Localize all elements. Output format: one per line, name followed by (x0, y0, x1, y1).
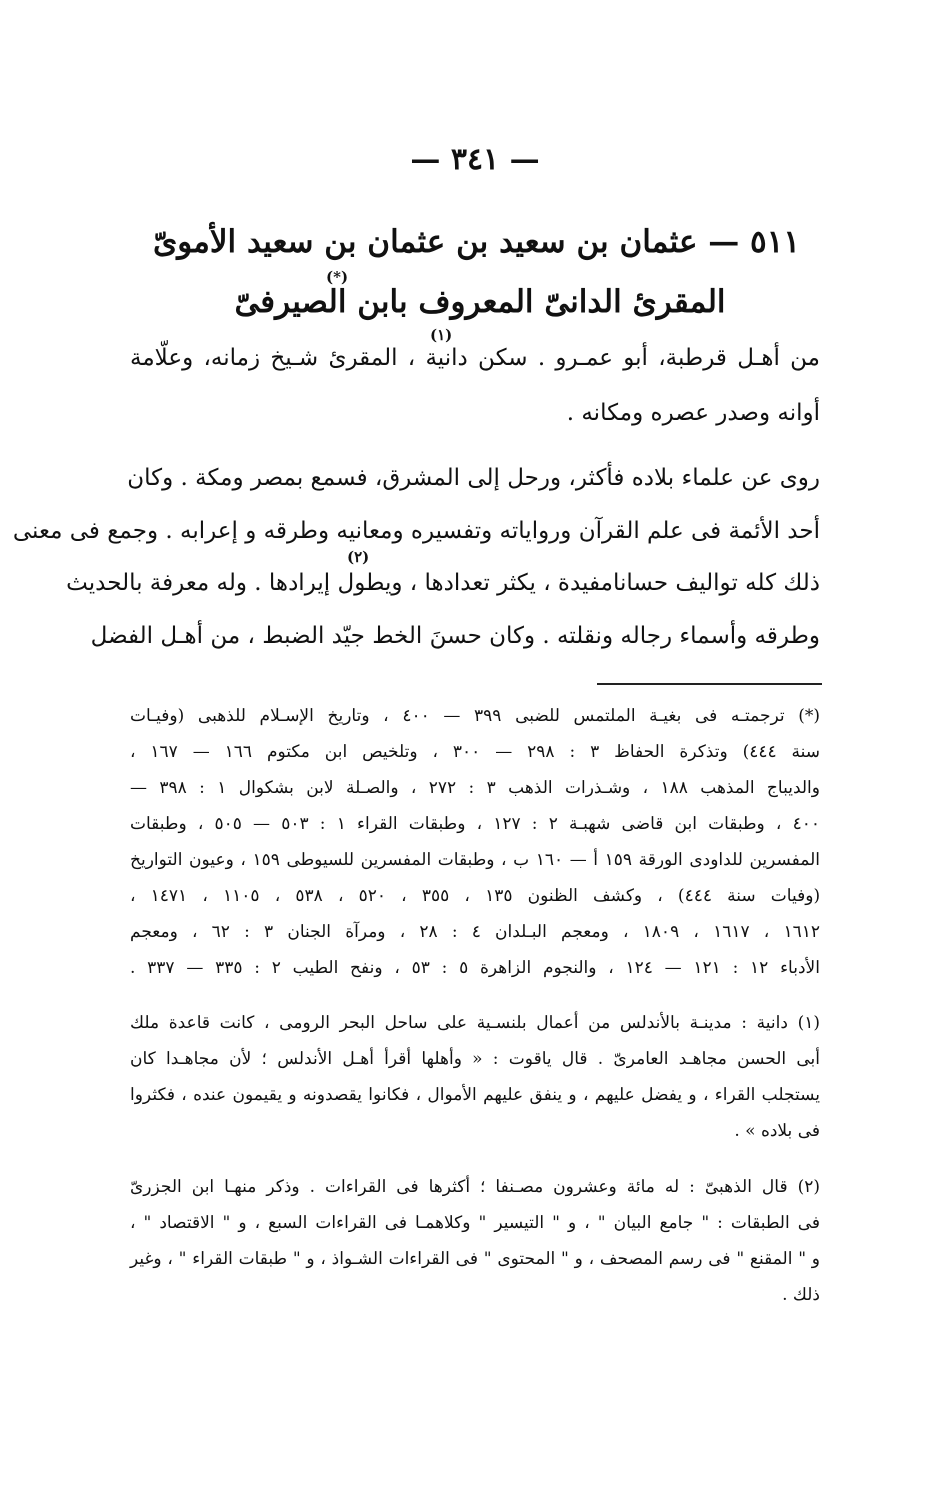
page-number: — ٣٤١ — (410, 142, 540, 177)
body-line-1: من أهـل قرطبة، أبو عمـرو . سكن دانية ، المقرئ شـيخ زمانه، وعلّامة (130, 345, 820, 371)
footnote-star-line-2: سنة ٤٤٤) وتذكرة الحفاظ ٣ : ٢٩٨ — ٣٠٠ ، وتلخيص ابن مكتوم ١٦٦ — ١٦٧ ، (130, 742, 821, 762)
footnote-2-line-3: و " المقنع " فى رسم المصحف ، و " المحتوى " فى القراءات الشـواذ ، و " طبقات القراء " ، وغير (130, 1249, 820, 1269)
footnote-1-line-1: (١) دانية : مدينـة بالأندلس من أعمال بلنسـية على ساحل البحر الرومى ، كانت قاعدة ملك (130, 1013, 820, 1033)
footnote-1-line-4: فى بلاده » . (734, 1121, 820, 1141)
footnote-star-line-6: (وفيات سنة ٤٤٤) ، وكشف الظنون ١٣٥ ، ٣٥٥ ، ٥٢٠ ، ٥٣٨ ، ١١٠٥ ، ١٤٧١ ، (130, 886, 821, 906)
footnote-separator (597, 683, 822, 685)
footnote-1-line-3: يستجلب القراء ، و يفضل عليهم ، و ينفق عليهم الأموال ، فكانوا يقصدونه و يقيمون عنده ، فكثروا (130, 1085, 820, 1105)
body-line-4: أحد الأئمة فى علم القرآن ورواياته وتفسيره ومعانيه وطرقه و إعرابه . وجمع فى معنى (12, 518, 820, 544)
entry-heading-line-2: المقرئ الدانىّ المعروف بابن الصيرفىّ (234, 284, 726, 320)
footnote-mark-2: (٢) (347, 548, 370, 566)
entry-heading-line-1: ٥١١ — عثمان بن سعيد بن عثمان بن سعيد الأموىّ (152, 224, 800, 260)
body-line-6: وطرقه وأسماء رجاله ونقلته . وكان حسنَ الخط جيّد الضبط ، من أهـل الفضل (90, 623, 820, 649)
footnote-2-line-2: فى الطبقات : " جامع البيان " ، و " التيسير " وكلاهمـا فى القراءات السبع ، و " الاقتصاد " ، (130, 1213, 820, 1233)
body-line-5: ذلك كله تواليف حسانامفيدة ، يكثر تعدادها ، ويطول إيرادها . وله معرفة بالحديث (66, 570, 820, 596)
footnote-star-line-1: (*) ترجمتـه فى بغيـة الملتمس للضبى ٣٩٩ — ٤٠٠ ، وتاريخ الإسـلام للذهبى (وفيـات (130, 706, 821, 726)
footnote-star-line-5: المفسرين للداودى الورقة ١٥٩ أ — ١٦٠ ب ، وطبقات المفسرين للسيوطى ١٥٩ ، وعيون التواريخ (130, 850, 821, 870)
footnote-star-line-4: ٤٠٠ ، وطبقات ابن قاضى شهبـة ٢ : ١٢٧ ، وطبقات القراء ١ : ٥٠٣ — ٥٠٥ ، وطبقات (130, 814, 820, 834)
footnote-2-line-4: ذلك . (782, 1285, 820, 1305)
footnote-star-line-3: والديباج المذهب ١٨٨ ، وشـذرات الذهب ٣ : ٢٧٢ ، والصـلة لابن بشكوال ١ : ٣٩٨ — (130, 778, 820, 798)
footnote-star-line-7: ١٦١٢ ، ١٦١٧ ، ١٨٠٩ ، ومعجم البـلدان ٤ : ٢٨ ، ومرآة الجنان ٣ : ٦٢ ، ومعجم (130, 922, 820, 942)
footnote-star-line-8: الأدباء ١٢ : ١٢١ — ١٢٤ ، والنجوم الزاهرة ٥ : ٥٣ ، ونفح الطيب ٢ : ٣٣٥ — ٣٣٧ . (130, 958, 820, 978)
body-line-2: أوانه وصدر عصره ومكانه . (566, 400, 820, 426)
footnote-1-line-2: أبى الحسن مجاهـد العامرىّ . قال ياقوت : « وأهلها أقرأ أهـل الأندلس ؛ لأن مجاهـدا كان (130, 1049, 820, 1069)
body-line-3: روى عن علماء بلاده فأكثر، ورحل إلى المشرق، فسمع بمصر ومكة . وكان (127, 465, 820, 491)
footnote-mark-1: (١) (430, 326, 453, 344)
footnote-2-line-1: (٢) قال الذهبىّ : له مائة وعشرون مصـنفا ؛ أكثرها فى القراءات . وذكر منهـا ابن الجزرىّ (130, 1177, 820, 1197)
heading-footnote-mark: (*) (326, 268, 349, 286)
